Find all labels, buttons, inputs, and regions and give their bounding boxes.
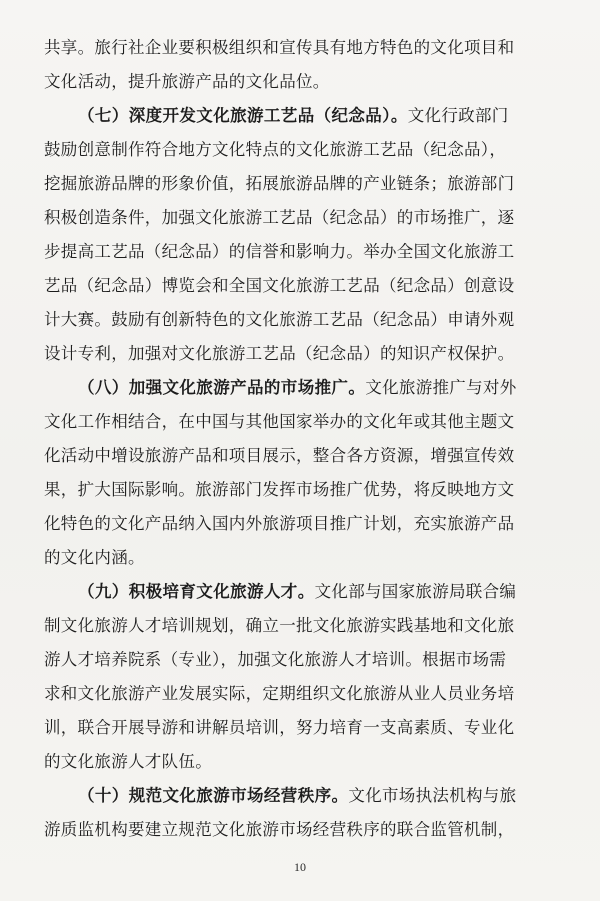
body-text: 化活动中增设旅游产品和项目展示，整合各方资源，增强宣传效 [44,446,515,465]
body-text: 文化市场执法机构与旅 [348,786,517,805]
body-line-16 [44,548,556,568]
body-line-4 [44,140,556,160]
body-text: 制文化旅游人才培训规划，确立一批文化旅游实践基地和文化旅 [44,616,515,635]
body-text: 文化旅游推广与对外 [365,378,517,397]
section-7-heading: （七）深度开发文化旅游工艺品（纪念品）。 [78,106,408,125]
body-text: 的文化内涵。 [44,548,145,567]
body-line-15 [44,514,556,534]
body-text: 设计专利，加强对文化旅游工艺品（纪念品）的知识产权保护。 [44,344,515,363]
body-line-5 [44,174,556,194]
body-text: 挖掘旅游品牌的形象价值，拓展旅游品牌的产业链条；旅游部门 [44,174,515,193]
body-text: 共享。旅行社企业要积极组织和宣传具有地方特色的文化项目和 [44,38,515,57]
body-text: 文化部与国家旅游局联合编 [314,582,517,601]
body-line-20 [44,684,556,704]
body-line-22 [44,752,556,772]
body-line-13 [44,446,556,466]
body-line-21 [44,718,556,738]
body-line-19 [44,650,556,670]
body-text: 鼓励创意制作符合地方文化特点的文化旅游工艺品（纪念品）， [44,140,507,159]
body-text: 果，扩大国际影响。旅游部门发挥市场推广优势，将反映地方文 [44,480,515,499]
body-line-10 [44,344,556,364]
body-line-6 [44,208,556,228]
section-10-heading-line [78,786,556,806]
section-9-heading-line [78,582,556,602]
body-line-12 [44,412,556,432]
section-8-heading: （八）加强文化旅游产品的市场推广。 [78,378,366,397]
body-text: 步提高工艺品（纪念品）的信誉和影响力。举办全国文化旅游工 [44,242,515,261]
body-text: 的文化旅游人才队伍。 [44,752,212,771]
body-line-2 [44,72,556,92]
body-line-9 [44,310,556,330]
body-text: 积极创造条件，加强文化旅游工艺品（纪念品）的市场推广，逐 [44,208,515,227]
section-10-heading: （十）规范文化旅游市场经营秩序。 [78,786,349,805]
body-line-1 [44,38,556,58]
section-9-heading: （九）积极培育文化旅游人才。 [78,582,315,601]
body-line-18 [44,616,556,636]
body-text: 计大赛。鼓励有创新特色的文化旅游工艺品（纪念品）申请外观 [44,310,515,329]
body-text: 化特色的文化产品纳入国内外旅游项目推广计划，充实旅游产品 [44,514,515,533]
body-text: 文化工作相结合，在中国与其他国家举办的文化年或其他主题文 [44,412,515,431]
section-8-heading-line [78,378,556,398]
body-text: 训，联合开展导游和讲解员培训，努力培育一支高素质、专业化 [44,718,515,737]
body-line-14 [44,480,556,500]
body-line-7 [44,242,556,262]
body-line-8 [44,276,556,296]
page-number: 10 [294,860,306,874]
section-7-heading-line [78,106,556,126]
body-text: 游质监机构要建立规范文化旅游市场经营秩序的联合监管机制， [44,820,515,839]
body-text: 求和文化旅游产业发展实际，定期组织文化旅游从业人员业务培 [44,684,515,703]
body-text: 艺品（纪念品）博览会和全国文化旅游工艺品（纪念品）创意设 [44,276,515,295]
body-text: 文化活动，提升旅游产品的文化品位。 [44,72,330,91]
body-line-24 [44,820,556,840]
body-text: 游人才培养院系（专业），加强文化旅游人才培训。根据市场需 [44,650,507,669]
body-text: 文化行政部门 [407,106,509,125]
